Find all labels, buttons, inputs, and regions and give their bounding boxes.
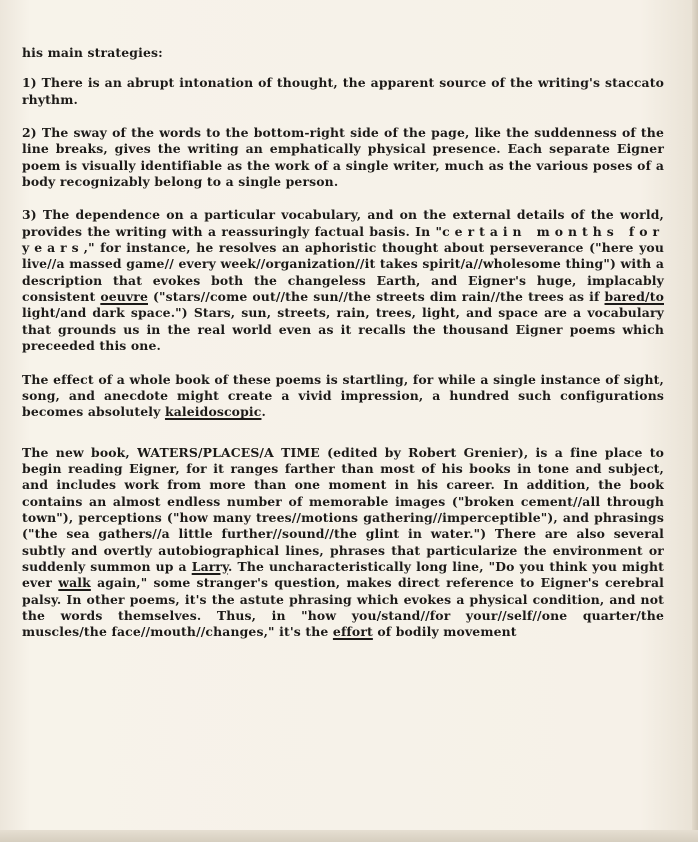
new-book-text: . The uncharacteristically long line, "Do you think you might ever: [22, 558, 664, 591]
effect-paragraph: [22, 372, 664, 421]
underlined-phrase-bared-to: bared/to: [604, 289, 664, 305]
strategies-heading: his main strategies:: [22, 45, 163, 60]
spacer: [22, 355, 664, 372]
underlined-word-kaleidoscopic: kaleidoscopic: [164, 404, 262, 420]
strategy-2-paragraph: 2) The sway of the words to the bottom-right side of the page, like the suddenness of the line breaks, gives the writing an emphatically physical presence. Each separate Eigner poem is visually identifiable as the work of a single writer, much as the various poses of a body recognizably belong to a single person.: [22, 125, 664, 190]
underlined-word-larry: Larry: [191, 558, 229, 574]
new-book-text: again," some stranger's question, makes direct reference to Eigner's cerebral palsy. In other poems, it's the astute phrasing which evokes a physical condition, and not the words themselves. Thus, in "how you/stand//for your//self//one quarter/the muscles/the face//mouth//changes," it's the: [22, 575, 664, 640]
body-text: [22, 45, 664, 641]
effect-text: .: [261, 404, 266, 420]
strategy-3-paragraph: [22, 207, 664, 354]
spacer: [22, 190, 664, 207]
strategy-3-text: light/and dark space.") Stars, sun, streets, rain, trees, light, and space are a vocabulary that grounds us in the real world even as it recalls the thousand Eigner poems which preceeded this one.: [22, 305, 664, 354]
page-fold-edge: [692, 0, 698, 842]
spacer: [22, 421, 664, 445]
new-book-paragraph: [22, 445, 664, 641]
strategy-3-text: 3) The dependence on a particular vocabulary, and on the external details of the world, provides the writing with a reassuringly factual basis. In ": [22, 207, 664, 239]
strategy-3-text: ("stars//come out//the sun//the streets dim rain//the trees as if: [148, 289, 605, 305]
underlined-word-walk: walk: [58, 575, 91, 591]
spacer: [22, 108, 664, 125]
new-book-text: of bodily movement: [372, 624, 517, 640]
strategy-3-text: ," for instance, he resolves an aphoristic thought about perseverance ("here you live//a massed game// every week//organization//it takes spirit/a//wholesome thing") with a description that evokes both the changeless Earth, and Eigner's huge, implacably consistent: [22, 240, 664, 305]
underlined-word-oeuvre: oeuvre: [100, 289, 148, 305]
poem-title-spaced: certain months for years: [22, 223, 664, 256]
page-bottom-edge: [0, 830, 698, 842]
strategy-1-paragraph: 1) There is an abrupt intonation of thought, the apparent source of the writing's staccato rhythm.: [22, 75, 664, 107]
new-book-text: The new book, WATERS/PLACES/A TIME (edited by Robert Grenier), is a fine place to begin reading Eigner, for it ranges farther than most of his books in tone and subject, and includes work from more than one moment in his career. In addition, the book contains an almost endless number of memorable images ("broken cement//all through town"), perceptions ("how many trees//motions gathering//imperceptible"), and phrasings ("the sea gathers//a little further//sound//the glint in water.") There are also several subtly and overtly autobiographical lines, phrases that particularize the environment or suddenly summon up a: [22, 444, 664, 574]
spacer: [22, 61, 664, 75]
effect-text: The effect of a whole book of these poems is startling, for while a single instance of sight, song, and anecdote might create a vivid impression, a hundred such configurations becomes absolutely: [22, 371, 664, 420]
underlined-word-effort: effort: [332, 624, 373, 640]
